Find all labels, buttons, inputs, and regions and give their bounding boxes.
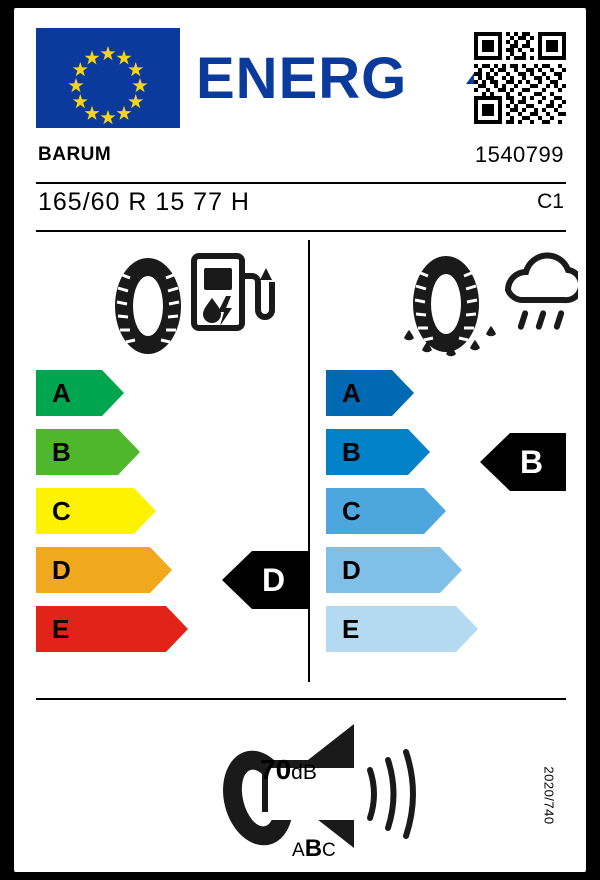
fuel-pump-icon (194, 256, 272, 328)
brand-code: 1540799 (474, 142, 564, 167)
brand-row (36, 140, 566, 180)
page-title: ENERG (196, 46, 408, 111)
wet-grade-e-label: E (342, 614, 360, 644)
tyre-class: C1 (537, 190, 564, 213)
fuel-grade-b-label: B (52, 437, 71, 467)
tyre-wet-icon (404, 256, 496, 356)
qr-code-icon (474, 32, 566, 124)
divider-vertical (308, 240, 310, 682)
fuel-grade-e-label: E (52, 614, 70, 644)
wet-grip-pictogram (388, 246, 578, 366)
noise-value (260, 755, 317, 788)
fuel-grade-c-label: C (52, 496, 71, 526)
label-header (36, 28, 566, 128)
wet-grade-c-label: C (342, 496, 361, 526)
brand-name: BARUM (38, 144, 112, 165)
wet-grip-selected-marker (480, 433, 566, 491)
wet-grade-d-label: D (342, 555, 361, 585)
eu-flag-icon (36, 28, 180, 128)
eu-flag-stars (36, 28, 180, 128)
fuel-efficiency-selected-marker (222, 551, 308, 609)
noise-class-b-selected: B (304, 835, 323, 862)
noise-decibels: 70 (260, 754, 292, 785)
noise-class-a: A (292, 840, 305, 861)
wet-grip-selected-letter: B (520, 444, 544, 480)
divider-middle (36, 230, 566, 232)
rain-cloud-icon (508, 255, 578, 330)
fuel-grade-d-label: D (52, 555, 71, 585)
noise-class-c: C (322, 840, 336, 861)
regulation-code-text: 2020/740 (541, 766, 557, 825)
divider-top (36, 182, 566, 184)
grades-panel (36, 238, 566, 690)
noise-class-row (292, 835, 336, 862)
tyre-icon (115, 258, 181, 354)
wet-grade-a-label: A (342, 378, 361, 408)
fuel-efficiency-pictogram (96, 246, 276, 366)
tyre-size-row (36, 188, 566, 226)
divider-bottom (36, 698, 566, 700)
fuel-efficiency-selected-letter: D (262, 562, 286, 598)
regulation-code (538, 742, 560, 852)
noise-unit: dB (291, 761, 317, 784)
fuel-grade-a-label: A (52, 378, 71, 408)
energy-label-card (14, 8, 586, 872)
wet-grade-b-label: B (342, 437, 361, 467)
tyre-size: 165/60 R 15 77 H (38, 188, 250, 216)
